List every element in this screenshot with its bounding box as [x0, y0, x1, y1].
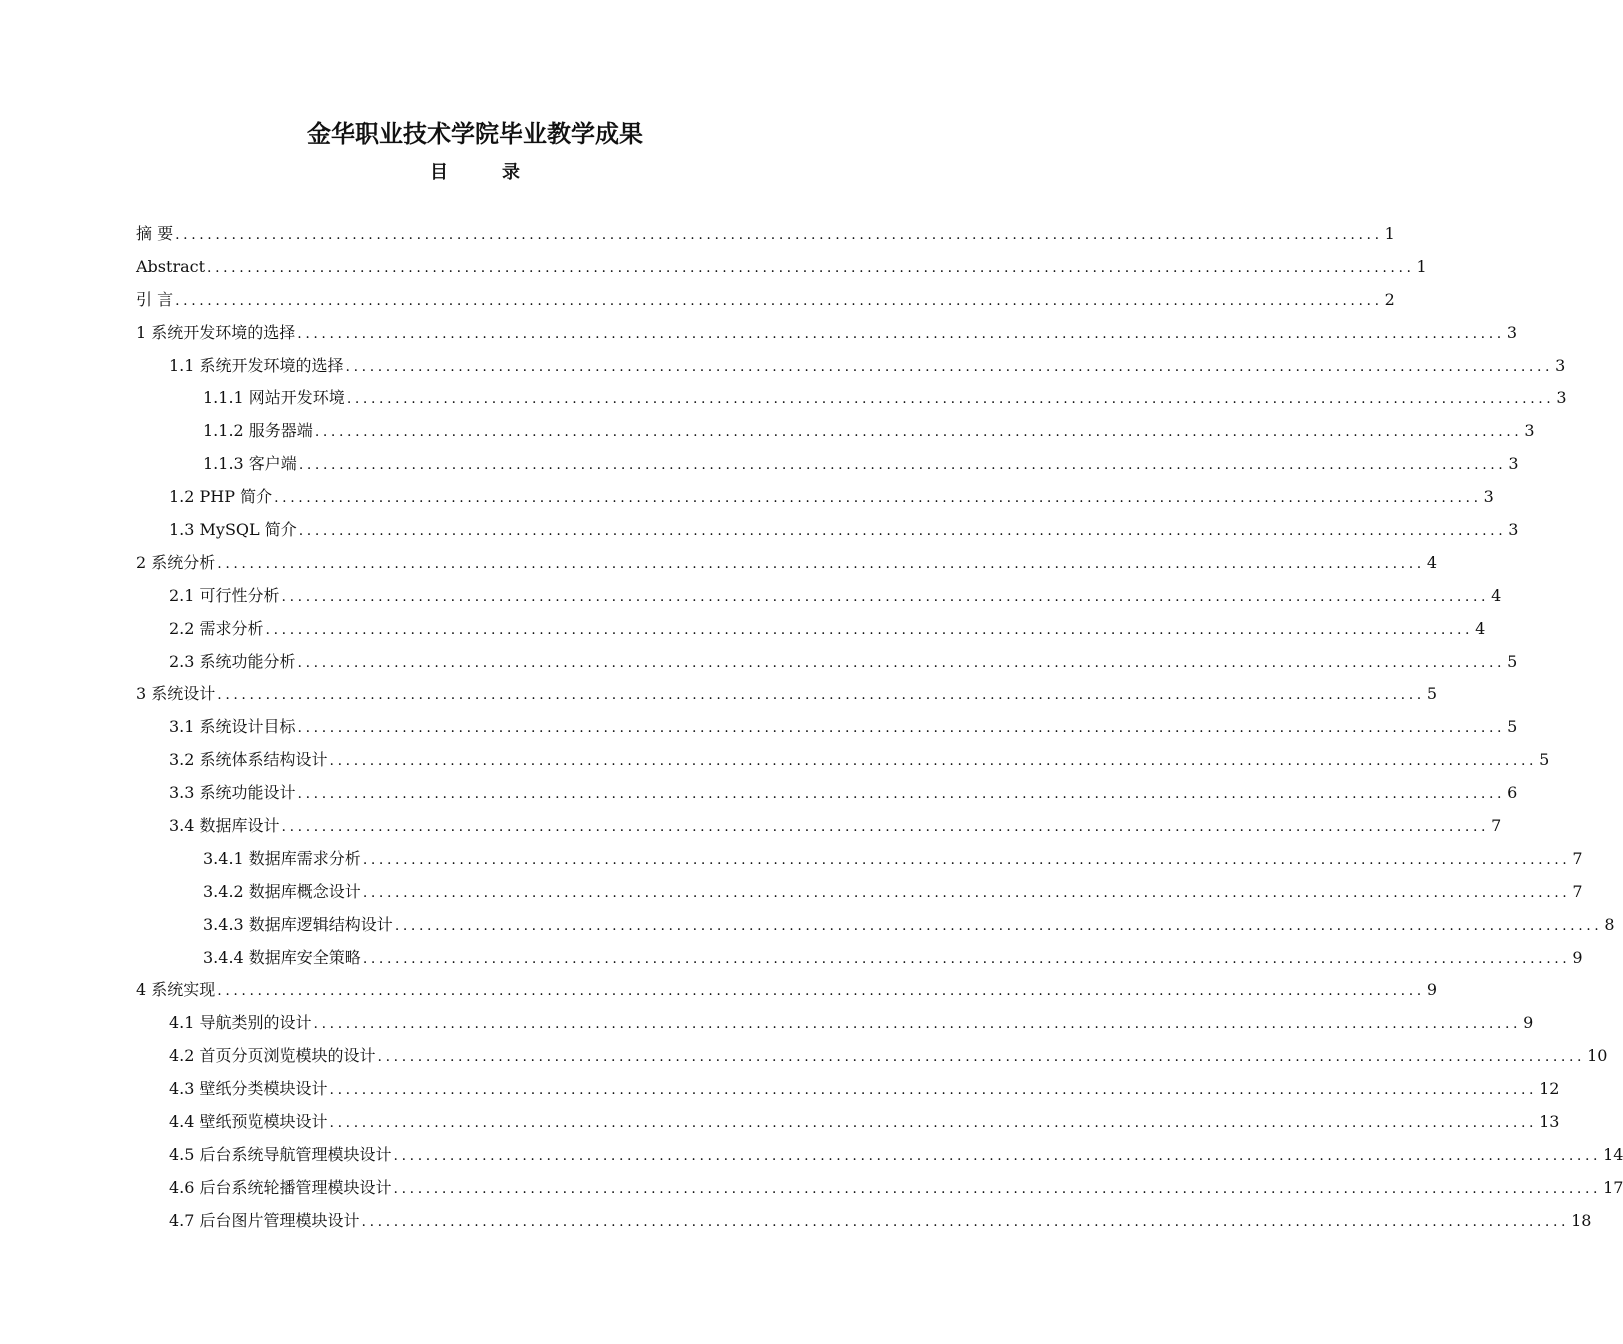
toc-page-number: 13	[1539, 1112, 1560, 1132]
toc-entry-title: 4.5 后台系统导航管理模块设计	[169, 1144, 392, 1164]
toc-page-number: 18	[1571, 1210, 1592, 1230]
toc-page-number: 5	[1539, 750, 1550, 770]
toc-page-number: 7	[1491, 816, 1502, 836]
toc-entry-title: 4 系统实现	[136, 980, 216, 1000]
toc-page-number: 5	[1507, 651, 1518, 671]
toc-dot-leader: ......................................................................................................................................................	[377, 1049, 1586, 1066]
toc-entry[interactable]	[136, 284, 1395, 317]
toc-entry-title: 3.4.3 数据库逻辑结构设计	[203, 914, 393, 934]
toc-entry[interactable]	[136, 317, 1517, 350]
toc-dot-leader: ......................................................................................................................................................	[329, 753, 1538, 770]
toc-page-number: 9	[1523, 1013, 1534, 1033]
toc-entry[interactable]	[136, 514, 1519, 547]
toc-dot-leader: ......................................................................................................................................................	[175, 292, 1383, 309]
toc-entry[interactable]	[136, 382, 1567, 415]
toc-entry-title: 3.4.1 数据库需求分析	[203, 848, 361, 868]
toc-dot-leader: ......................................................................................................................................................	[361, 1213, 1570, 1230]
toc-entry[interactable]	[136, 777, 1518, 810]
toc-dot-leader: ......................................................................................................................................................	[298, 457, 1507, 474]
toc-entry-title: 3.4.4 数据库安全策略	[203, 947, 361, 967]
toc-entry-title: 1.1.2 服务器端	[203, 421, 313, 441]
toc-page-number: 3	[1524, 421, 1535, 441]
toc-entry-title: 4.3 壁纸分类模块设计	[169, 1079, 328, 1099]
toc-dot-leader: ......................................................................................................................................................	[345, 358, 1554, 375]
toc-entry[interactable]	[136, 678, 1437, 711]
toc-entry-title: 3.2 系统体系结构设计	[169, 750, 328, 770]
toc-entry[interactable]	[136, 1007, 1534, 1040]
toc-entry-title: 1.2 PHP 简介	[169, 487, 273, 507]
toc-entry[interactable]	[136, 1205, 1592, 1238]
toc-page-number: 14	[1603, 1144, 1623, 1164]
toc-heading	[0, 158, 950, 184]
toc-page-number: 7	[1572, 881, 1583, 901]
toc-dot-leader: ......................................................................................................................................................	[217, 555, 1425, 572]
document-title: 金华职业技术学院毕业教学成果	[307, 119, 643, 148]
toc-page-number: 5	[1426, 684, 1437, 704]
toc-entry-title: 4.4 壁纸预览模块设计	[169, 1112, 328, 1132]
toc-page-number: 4	[1491, 585, 1502, 605]
toc-page-number: 3	[1556, 388, 1567, 408]
toc-page-number: 7	[1572, 848, 1583, 868]
toc-heading-char-2: 录	[502, 162, 520, 183]
toc-entry-title: 3.3 系统功能设计	[169, 783, 296, 803]
toc-entry[interactable]	[136, 1040, 1608, 1073]
toc-dot-leader: ......................................................................................................................................................	[297, 720, 1506, 737]
toc-entry[interactable]	[136, 711, 1518, 744]
toc-entry-title: 3.4 数据库设计	[169, 816, 280, 836]
toc-entry-title: 4.6 后台系统轮播管理模块设计	[169, 1177, 392, 1197]
toc-page-number: 10	[1587, 1046, 1608, 1066]
toc-entry[interactable]	[136, 613, 1486, 646]
toc-entry-title: 3 系统设计	[136, 684, 216, 704]
toc-entry[interactable]	[136, 1139, 1623, 1172]
toc-dot-leader: ......................................................................................................................................................	[175, 227, 1383, 243]
toc-entry[interactable]	[136, 942, 1583, 975]
table-of-contents	[136, 218, 1623, 1238]
toc-dot-leader: ......................................................................................................................................................	[362, 884, 1571, 901]
toc-dot-leader: ......................................................................................................................................................	[297, 654, 1506, 671]
toc-entry[interactable]	[136, 974, 1437, 1007]
toc-entry[interactable]	[136, 218, 1395, 251]
toc-entry-title: 1.1.3 客户端	[203, 454, 297, 474]
toc-entry[interactable]	[136, 646, 1518, 679]
toc-dot-leader: ......................................................................................................................................................	[298, 523, 1507, 540]
toc-entry-title: 2.1 可行性分析	[169, 585, 280, 605]
toc-dot-leader: ......................................................................................................................................................	[207, 259, 1415, 276]
toc-entry-title: Abstract	[136, 256, 206, 276]
toc-entry-title: 1.1.1 网站开发环境	[203, 388, 345, 408]
toc-dot-leader: ......................................................................................................................................................	[362, 950, 1571, 967]
toc-dot-leader: ......................................................................................................................................................	[217, 687, 1425, 704]
toc-dot-leader: ......................................................................................................................................................	[281, 588, 1490, 605]
toc-dot-leader: ......................................................................................................................................................	[274, 490, 1482, 507]
toc-dot-leader: ......................................................................................................................................................	[297, 786, 1506, 803]
toc-heading-char-1: 目	[430, 162, 448, 183]
toc-dot-leader: ......................................................................................................................................................	[297, 325, 1505, 342]
toc-entry[interactable]	[136, 580, 1502, 613]
toc-dot-leader: ......................................................................................................................................................	[314, 424, 1523, 441]
toc-page-number: 4	[1426, 552, 1437, 572]
toc-page-number: 9	[1426, 980, 1437, 1000]
toc-dot-leader: ......................................................................................................................................................	[393, 1180, 1602, 1197]
toc-page-number: 8	[1604, 914, 1615, 934]
toc-entry[interactable]	[136, 547, 1437, 580]
toc-entry[interactable]	[136, 1172, 1623, 1205]
toc-entry-title: 4.7 后台图片管理模块设计	[169, 1210, 360, 1230]
toc-entry-title: 引 言	[136, 289, 174, 309]
toc-entry[interactable]	[136, 481, 1494, 514]
toc-entry-title: 3.4.2 数据库概念设计	[203, 881, 361, 901]
toc-entry-title: 1.3 MySQL 简介	[169, 520, 297, 540]
toc-dot-leader: ......................................................................................................................................................	[346, 391, 1555, 408]
toc-page-number: 3	[1506, 322, 1517, 342]
toc-dot-leader: ......................................................................................................................................................	[281, 819, 1490, 836]
toc-entry[interactable]	[136, 448, 1519, 481]
toc-dot-leader: ......................................................................................................................................................	[329, 1082, 1538, 1099]
toc-entry[interactable]	[136, 251, 1427, 284]
toc-entry[interactable]	[136, 744, 1550, 777]
toc-entry-title: 2.3 系统功能分析	[169, 651, 296, 671]
toc-page-number: 4	[1475, 618, 1486, 638]
toc-page-number: 3	[1508, 520, 1519, 540]
toc-entry[interactable]	[136, 909, 1615, 942]
toc-entry-title: 1 系统开发环境的选择	[136, 322, 296, 342]
toc-page-number: 3	[1555, 355, 1566, 375]
toc-entry[interactable]	[136, 1073, 1560, 1106]
toc-entry[interactable]	[136, 810, 1502, 843]
toc-page-number: 17	[1603, 1177, 1623, 1197]
toc-entry-title: 3.1 系统设计目标	[169, 717, 296, 737]
toc-page-number: 1	[1384, 224, 1395, 243]
toc-page-number: 2	[1384, 289, 1395, 309]
toc-entry-title: 2.2 需求分析	[169, 618, 264, 638]
toc-entry-title: 2 系统分析	[136, 552, 216, 572]
toc-page-number: 12	[1539, 1079, 1560, 1099]
toc-page-number: 3	[1508, 454, 1519, 474]
toc-dot-leader: ......................................................................................................................................................	[393, 1147, 1602, 1164]
toc-entry[interactable]	[136, 350, 1566, 383]
toc-page-number: 1	[1416, 256, 1427, 276]
toc-entry-title: 摘 要	[136, 224, 174, 243]
toc-entry-title: 4.2 首页分页浏览模块的设计	[169, 1046, 376, 1066]
toc-entry[interactable]	[136, 843, 1583, 876]
toc-page-number: 6	[1507, 783, 1518, 803]
toc-page-number: 9	[1572, 947, 1583, 967]
toc-page-number: 3	[1483, 487, 1494, 507]
toc-dot-leader: ......................................................................................................................................................	[217, 983, 1425, 1000]
toc-entry[interactable]	[136, 876, 1583, 909]
toc-entry[interactable]	[136, 1106, 1560, 1139]
toc-entry-title: 4.1 导航类别的设计	[169, 1013, 312, 1033]
toc-dot-leader: ......................................................................................................................................................	[313, 1016, 1522, 1033]
toc-dot-leader: ......................................................................................................................................................	[329, 1115, 1538, 1132]
toc-entry-title: 1.1 系统开发环境的选择	[169, 355, 344, 375]
toc-dot-leader: ......................................................................................................................................................	[394, 917, 1603, 934]
toc-dot-leader: ......................................................................................................................................................	[265, 621, 1474, 638]
toc-page-number: 5	[1507, 717, 1518, 737]
toc-entry[interactable]	[136, 415, 1535, 448]
toc-dot-leader: ......................................................................................................................................................	[362, 851, 1571, 868]
